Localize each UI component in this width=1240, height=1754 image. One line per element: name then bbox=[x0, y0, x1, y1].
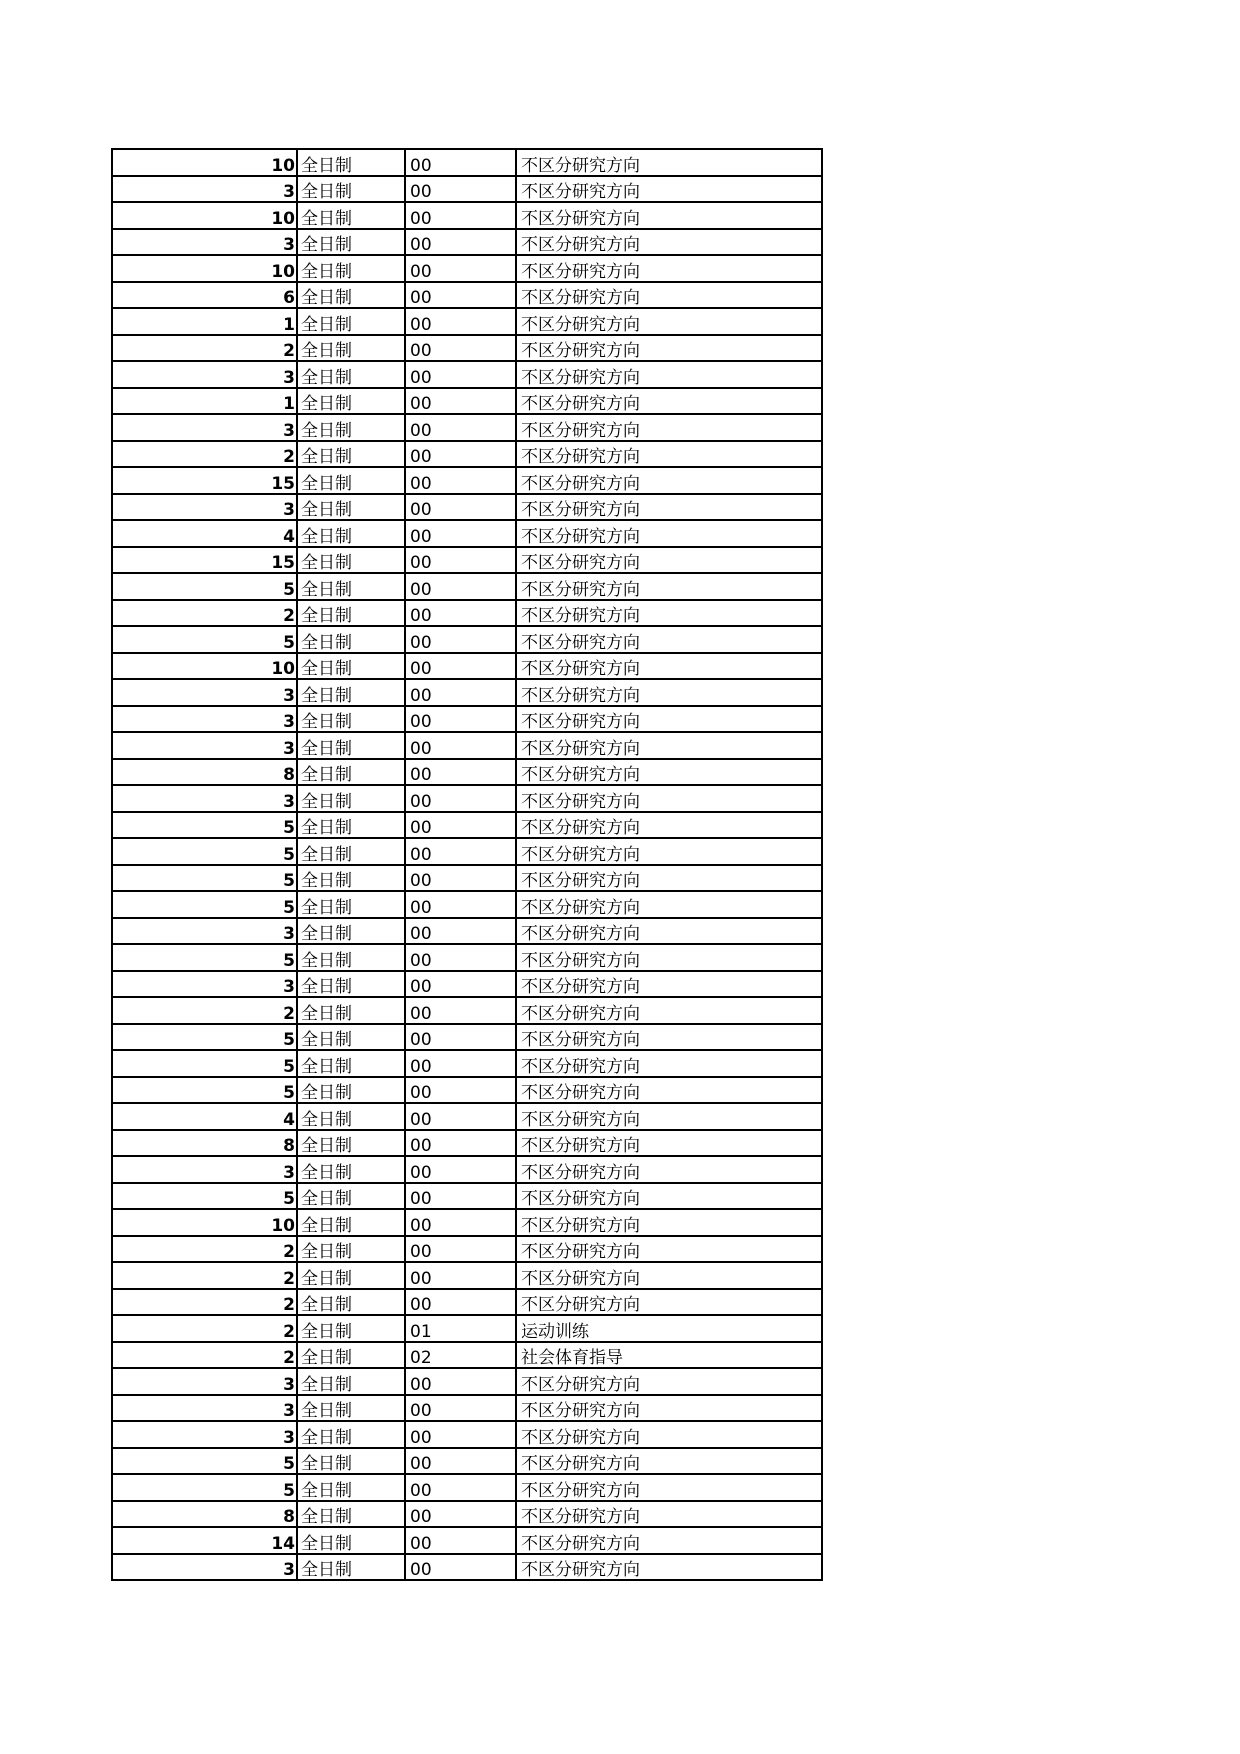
table-row bbox=[112, 1024, 822, 1051]
study-mode-cell: 全日制 bbox=[297, 732, 405, 759]
table-row bbox=[112, 1183, 822, 1210]
direction-code-cell: 00 bbox=[405, 176, 516, 203]
enrollment-count-cell: 3 bbox=[112, 1156, 297, 1183]
table-row bbox=[112, 547, 822, 574]
table-row bbox=[112, 679, 822, 706]
enrollment-count-cell: 3 bbox=[112, 971, 297, 998]
study-mode-cell: 全日制 bbox=[297, 918, 405, 945]
study-mode-cell: 全日制 bbox=[297, 1156, 405, 1183]
study-mode-cell: 全日制 bbox=[297, 1421, 405, 1448]
table-row bbox=[112, 1103, 822, 1130]
enrollment-count-cell: 3 bbox=[112, 785, 297, 812]
table-row bbox=[112, 944, 822, 971]
study-mode-cell: 全日制 bbox=[297, 600, 405, 627]
table-row bbox=[112, 176, 822, 203]
enrollment-count-cell: 3 bbox=[112, 1395, 297, 1422]
table-row bbox=[112, 653, 822, 680]
study-mode-cell: 全日制 bbox=[297, 971, 405, 998]
enrollment-count-cell: 1 bbox=[112, 308, 297, 335]
direction-code-cell: 00 bbox=[405, 414, 516, 441]
table-row bbox=[112, 706, 822, 733]
direction-name-cell: 不区分研究方向 bbox=[516, 1421, 822, 1448]
enrollment-count-cell: 10 bbox=[112, 255, 297, 282]
direction-name-cell: 不区分研究方向 bbox=[516, 1050, 822, 1077]
direction-name-cell: 不区分研究方向 bbox=[516, 520, 822, 547]
study-mode-cell: 全日制 bbox=[297, 1130, 405, 1157]
table-row bbox=[112, 149, 822, 176]
table-row bbox=[112, 865, 822, 892]
enrollment-count-cell: 3 bbox=[112, 918, 297, 945]
direction-code-cell: 00 bbox=[405, 1209, 516, 1236]
study-mode-cell: 全日制 bbox=[297, 865, 405, 892]
enrollment-count-cell: 5 bbox=[112, 1474, 297, 1501]
table-row bbox=[112, 388, 822, 415]
study-mode-cell: 全日制 bbox=[297, 1050, 405, 1077]
table-row bbox=[112, 202, 822, 229]
study-mode-cell: 全日制 bbox=[297, 1448, 405, 1475]
direction-name-cell: 不区分研究方向 bbox=[516, 1289, 822, 1316]
direction-code-cell: 00 bbox=[405, 1156, 516, 1183]
enrollment-count-cell: 5 bbox=[112, 865, 297, 892]
enrollment-count-cell: 5 bbox=[112, 1448, 297, 1475]
study-mode-cell: 全日制 bbox=[297, 1395, 405, 1422]
direction-code-cell: 00 bbox=[405, 626, 516, 653]
direction-name-cell: 不区分研究方向 bbox=[516, 944, 822, 971]
study-mode-cell: 全日制 bbox=[297, 1474, 405, 1501]
direction-code-cell: 00 bbox=[405, 573, 516, 600]
enrollment-count-cell: 3 bbox=[112, 706, 297, 733]
table-row bbox=[112, 626, 822, 653]
enrollment-count-cell: 6 bbox=[112, 282, 297, 309]
direction-name-cell: 不区分研究方向 bbox=[516, 838, 822, 865]
direction-name-cell: 不区分研究方向 bbox=[516, 149, 822, 176]
enrollment-count-cell: 2 bbox=[112, 1289, 297, 1316]
table-row bbox=[112, 759, 822, 786]
enrollment-count-cell: 2 bbox=[112, 1342, 297, 1369]
table-row bbox=[112, 361, 822, 388]
direction-code-cell: 02 bbox=[405, 1342, 516, 1369]
direction-code-cell: 00 bbox=[405, 1474, 516, 1501]
direction-name-cell: 不区分研究方向 bbox=[516, 971, 822, 998]
direction-name-cell: 不区分研究方向 bbox=[516, 414, 822, 441]
study-mode-cell: 全日制 bbox=[297, 1236, 405, 1263]
table-row bbox=[112, 785, 822, 812]
direction-name-cell: 不区分研究方向 bbox=[516, 1501, 822, 1528]
enrollment-count-cell: 8 bbox=[112, 1130, 297, 1157]
direction-code-cell: 00 bbox=[405, 1183, 516, 1210]
study-mode-cell: 全日制 bbox=[297, 997, 405, 1024]
direction-name-cell: 不区分研究方向 bbox=[516, 1103, 822, 1130]
enrollment-count-cell: 5 bbox=[112, 1183, 297, 1210]
direction-name-cell: 不区分研究方向 bbox=[516, 1130, 822, 1157]
direction-name-cell: 不区分研究方向 bbox=[516, 732, 822, 759]
enrollment-count-cell: 2 bbox=[112, 997, 297, 1024]
direction-name-cell: 运动训练 bbox=[516, 1315, 822, 1342]
direction-code-cell: 00 bbox=[405, 308, 516, 335]
direction-name-cell: 不区分研究方向 bbox=[516, 706, 822, 733]
study-mode-cell: 全日制 bbox=[297, 149, 405, 176]
direction-code-cell: 00 bbox=[405, 1050, 516, 1077]
study-mode-cell: 全日制 bbox=[297, 891, 405, 918]
table-row bbox=[112, 441, 822, 468]
study-mode-cell: 全日制 bbox=[297, 1527, 405, 1554]
direction-name-cell: 不区分研究方向 bbox=[516, 653, 822, 680]
direction-code-cell: 00 bbox=[405, 918, 516, 945]
direction-code-cell: 00 bbox=[405, 600, 516, 627]
table-row bbox=[112, 1501, 822, 1528]
direction-code-cell: 00 bbox=[405, 1236, 516, 1263]
study-mode-cell: 全日制 bbox=[297, 255, 405, 282]
study-mode-cell: 全日制 bbox=[297, 467, 405, 494]
direction-name-cell: 不区分研究方向 bbox=[516, 600, 822, 627]
direction-name-cell: 不区分研究方向 bbox=[516, 997, 822, 1024]
direction-code-cell: 00 bbox=[405, 1262, 516, 1289]
enrollment-count-cell: 5 bbox=[112, 812, 297, 839]
study-mode-cell: 全日制 bbox=[297, 1103, 405, 1130]
study-mode-cell: 全日制 bbox=[297, 229, 405, 256]
direction-code-cell: 00 bbox=[405, 255, 516, 282]
table-row bbox=[112, 1448, 822, 1475]
enrollment-count-cell: 5 bbox=[112, 1077, 297, 1104]
direction-name-cell: 不区分研究方向 bbox=[516, 626, 822, 653]
enrollment-count-cell: 5 bbox=[112, 838, 297, 865]
direction-code-cell: 00 bbox=[405, 785, 516, 812]
direction-code-cell: 00 bbox=[405, 706, 516, 733]
direction-code-cell: 00 bbox=[405, 812, 516, 839]
table-row bbox=[112, 467, 822, 494]
enrollment-count-cell: 10 bbox=[112, 149, 297, 176]
direction-name-cell: 不区分研究方向 bbox=[516, 1262, 822, 1289]
direction-name-cell: 不区分研究方向 bbox=[516, 759, 822, 786]
table-row bbox=[112, 1421, 822, 1448]
direction-code-cell: 00 bbox=[405, 971, 516, 998]
direction-name-cell: 不区分研究方向 bbox=[516, 679, 822, 706]
table-row bbox=[112, 335, 822, 362]
enrollment-count-cell: 5 bbox=[112, 944, 297, 971]
table-row bbox=[112, 282, 822, 309]
enrollment-count-cell: 8 bbox=[112, 759, 297, 786]
study-mode-cell: 全日制 bbox=[297, 1554, 405, 1581]
study-mode-cell: 全日制 bbox=[297, 282, 405, 309]
enrollment-count-cell: 5 bbox=[112, 626, 297, 653]
study-mode-cell: 全日制 bbox=[297, 1289, 405, 1316]
study-mode-cell: 全日制 bbox=[297, 388, 405, 415]
direction-code-cell: 00 bbox=[405, 1103, 516, 1130]
direction-name-cell: 不区分研究方向 bbox=[516, 441, 822, 468]
table-row bbox=[112, 1289, 822, 1316]
direction-code-cell: 00 bbox=[405, 282, 516, 309]
direction-name-cell: 不区分研究方向 bbox=[516, 1183, 822, 1210]
enrollment-count-cell: 3 bbox=[112, 1554, 297, 1581]
enrollment-count-cell: 14 bbox=[112, 1527, 297, 1554]
direction-code-cell: 00 bbox=[405, 149, 516, 176]
enrollment-count-cell: 5 bbox=[112, 1024, 297, 1051]
direction-code-cell: 00 bbox=[405, 1554, 516, 1581]
enrollment-count-cell: 15 bbox=[112, 467, 297, 494]
study-mode-cell: 全日制 bbox=[297, 1262, 405, 1289]
study-mode-cell: 全日制 bbox=[297, 785, 405, 812]
direction-code-cell: 00 bbox=[405, 520, 516, 547]
table-row bbox=[112, 1554, 822, 1581]
study-mode-cell: 全日制 bbox=[297, 414, 405, 441]
study-mode-cell: 全日制 bbox=[297, 361, 405, 388]
table-row bbox=[112, 494, 822, 521]
study-mode-cell: 全日制 bbox=[297, 1077, 405, 1104]
direction-code-cell: 00 bbox=[405, 1368, 516, 1395]
direction-name-cell: 不区分研究方向 bbox=[516, 785, 822, 812]
enrollment-table-body bbox=[112, 149, 822, 1580]
direction-code-cell: 00 bbox=[405, 1448, 516, 1475]
direction-name-cell: 不区分研究方向 bbox=[516, 229, 822, 256]
table-row bbox=[112, 1342, 822, 1369]
direction-code-cell: 00 bbox=[405, 1077, 516, 1104]
direction-code-cell: 00 bbox=[405, 202, 516, 229]
table-row bbox=[112, 1050, 822, 1077]
table-row bbox=[112, 414, 822, 441]
direction-code-cell: 00 bbox=[405, 1501, 516, 1528]
enrollment-count-cell: 3 bbox=[112, 414, 297, 441]
study-mode-cell: 全日制 bbox=[297, 1342, 405, 1369]
direction-name-cell: 不区分研究方向 bbox=[516, 891, 822, 918]
direction-code-cell: 00 bbox=[405, 732, 516, 759]
direction-code-cell: 00 bbox=[405, 838, 516, 865]
study-mode-cell: 全日制 bbox=[297, 494, 405, 521]
direction-name-cell: 不区分研究方向 bbox=[516, 1474, 822, 1501]
enrollment-count-cell: 3 bbox=[112, 1368, 297, 1395]
enrollment-count-cell: 3 bbox=[112, 361, 297, 388]
table-row bbox=[112, 812, 822, 839]
enrollment-count-cell: 3 bbox=[112, 229, 297, 256]
direction-name-cell: 不区分研究方向 bbox=[516, 308, 822, 335]
direction-code-cell: 00 bbox=[405, 388, 516, 415]
enrollment-count-cell: 3 bbox=[112, 732, 297, 759]
direction-name-cell: 不区分研究方向 bbox=[516, 1554, 822, 1581]
enrollment-count-cell: 10 bbox=[112, 202, 297, 229]
study-mode-cell: 全日制 bbox=[297, 679, 405, 706]
enrollment-count-cell: 2 bbox=[112, 441, 297, 468]
table-row bbox=[112, 573, 822, 600]
table-row bbox=[112, 1077, 822, 1104]
enrollment-table bbox=[111, 148, 823, 1581]
enrollment-count-cell: 10 bbox=[112, 653, 297, 680]
enrollment-count-cell: 4 bbox=[112, 520, 297, 547]
enrollment-count-cell: 8 bbox=[112, 1501, 297, 1528]
table-row bbox=[112, 918, 822, 945]
table-row bbox=[112, 1474, 822, 1501]
direction-code-cell: 00 bbox=[405, 441, 516, 468]
table-row bbox=[112, 1315, 822, 1342]
direction-code-cell: 00 bbox=[405, 944, 516, 971]
study-mode-cell: 全日制 bbox=[297, 1183, 405, 1210]
table-row bbox=[112, 1368, 822, 1395]
table-row bbox=[112, 600, 822, 627]
direction-name-cell: 不区分研究方向 bbox=[516, 865, 822, 892]
table-row bbox=[112, 1156, 822, 1183]
direction-code-cell: 01 bbox=[405, 1315, 516, 1342]
direction-code-cell: 00 bbox=[405, 653, 516, 680]
direction-name-cell: 不区分研究方向 bbox=[516, 547, 822, 574]
enrollment-count-cell: 2 bbox=[112, 1236, 297, 1263]
direction-name-cell: 不区分研究方向 bbox=[516, 573, 822, 600]
enrollment-count-cell: 2 bbox=[112, 1262, 297, 1289]
enrollment-count-cell: 15 bbox=[112, 547, 297, 574]
enrollment-count-cell: 3 bbox=[112, 494, 297, 521]
direction-name-cell: 不区分研究方向 bbox=[516, 1395, 822, 1422]
table-row bbox=[112, 1395, 822, 1422]
direction-code-cell: 00 bbox=[405, 229, 516, 256]
direction-name-cell: 不区分研究方向 bbox=[516, 494, 822, 521]
direction-name-cell: 不区分研究方向 bbox=[516, 1236, 822, 1263]
direction-name-cell: 不区分研究方向 bbox=[516, 1024, 822, 1051]
direction-name-cell: 不区分研究方向 bbox=[516, 335, 822, 362]
enrollment-count-cell: 2 bbox=[112, 335, 297, 362]
direction-name-cell: 不区分研究方向 bbox=[516, 1368, 822, 1395]
study-mode-cell: 全日制 bbox=[297, 176, 405, 203]
study-mode-cell: 全日制 bbox=[297, 520, 405, 547]
study-mode-cell: 全日制 bbox=[297, 547, 405, 574]
direction-code-cell: 00 bbox=[405, 467, 516, 494]
study-mode-cell: 全日制 bbox=[297, 838, 405, 865]
table-row bbox=[112, 308, 822, 335]
study-mode-cell: 全日制 bbox=[297, 335, 405, 362]
direction-name-cell: 不区分研究方向 bbox=[516, 1527, 822, 1554]
enrollment-count-cell: 2 bbox=[112, 1315, 297, 1342]
direction-code-cell: 00 bbox=[405, 547, 516, 574]
enrollment-count-cell: 2 bbox=[112, 600, 297, 627]
table-row bbox=[112, 838, 822, 865]
table-row bbox=[112, 732, 822, 759]
direction-name-cell: 不区分研究方向 bbox=[516, 282, 822, 309]
study-mode-cell: 全日制 bbox=[297, 626, 405, 653]
study-mode-cell: 全日制 bbox=[297, 308, 405, 335]
table-row bbox=[112, 891, 822, 918]
study-mode-cell: 全日制 bbox=[297, 706, 405, 733]
direction-code-cell: 00 bbox=[405, 1024, 516, 1051]
table-row bbox=[112, 997, 822, 1024]
study-mode-cell: 全日制 bbox=[297, 1209, 405, 1236]
enrollment-count-cell: 3 bbox=[112, 176, 297, 203]
direction-name-cell: 不区分研究方向 bbox=[516, 1448, 822, 1475]
table-row bbox=[112, 229, 822, 256]
study-mode-cell: 全日制 bbox=[297, 759, 405, 786]
direction-code-cell: 00 bbox=[405, 759, 516, 786]
direction-code-cell: 00 bbox=[405, 1289, 516, 1316]
direction-name-cell: 不区分研究方向 bbox=[516, 1156, 822, 1183]
study-mode-cell: 全日制 bbox=[297, 1368, 405, 1395]
direction-code-cell: 00 bbox=[405, 679, 516, 706]
table-row bbox=[112, 1236, 822, 1263]
study-mode-cell: 全日制 bbox=[297, 812, 405, 839]
enrollment-count-cell: 1 bbox=[112, 388, 297, 415]
direction-name-cell: 不区分研究方向 bbox=[516, 202, 822, 229]
direction-name-cell: 不区分研究方向 bbox=[516, 388, 822, 415]
direction-code-cell: 00 bbox=[405, 1421, 516, 1448]
study-mode-cell: 全日制 bbox=[297, 1024, 405, 1051]
study-mode-cell: 全日制 bbox=[297, 441, 405, 468]
table-row bbox=[112, 971, 822, 998]
direction-code-cell: 00 bbox=[405, 865, 516, 892]
table-row bbox=[112, 520, 822, 547]
direction-name-cell: 社会体育指导 bbox=[516, 1342, 822, 1369]
table-row bbox=[112, 1209, 822, 1236]
direction-code-cell: 00 bbox=[405, 891, 516, 918]
direction-name-cell: 不区分研究方向 bbox=[516, 812, 822, 839]
enrollment-count-cell: 5 bbox=[112, 891, 297, 918]
table-row bbox=[112, 1130, 822, 1157]
direction-code-cell: 00 bbox=[405, 1527, 516, 1554]
study-mode-cell: 全日制 bbox=[297, 573, 405, 600]
direction-code-cell: 00 bbox=[405, 1395, 516, 1422]
direction-name-cell: 不区分研究方向 bbox=[516, 255, 822, 282]
direction-code-cell: 00 bbox=[405, 494, 516, 521]
direction-name-cell: 不区分研究方向 bbox=[516, 467, 822, 494]
direction-name-cell: 不区分研究方向 bbox=[516, 918, 822, 945]
direction-code-cell: 00 bbox=[405, 1130, 516, 1157]
study-mode-cell: 全日制 bbox=[297, 1315, 405, 1342]
enrollment-count-cell: 5 bbox=[112, 1050, 297, 1077]
direction-code-cell: 00 bbox=[405, 361, 516, 388]
table-row bbox=[112, 1262, 822, 1289]
study-mode-cell: 全日制 bbox=[297, 653, 405, 680]
direction-name-cell: 不区分研究方向 bbox=[516, 361, 822, 388]
direction-code-cell: 00 bbox=[405, 997, 516, 1024]
direction-name-cell: 不区分研究方向 bbox=[516, 176, 822, 203]
enrollment-count-cell: 3 bbox=[112, 1421, 297, 1448]
study-mode-cell: 全日制 bbox=[297, 1501, 405, 1528]
table-row bbox=[112, 255, 822, 282]
direction-code-cell: 00 bbox=[405, 335, 516, 362]
direction-name-cell: 不区分研究方向 bbox=[516, 1209, 822, 1236]
enrollment-count-cell: 3 bbox=[112, 679, 297, 706]
enrollment-count-cell: 10 bbox=[112, 1209, 297, 1236]
enrollment-count-cell: 5 bbox=[112, 573, 297, 600]
study-mode-cell: 全日制 bbox=[297, 944, 405, 971]
enrollment-count-cell: 4 bbox=[112, 1103, 297, 1130]
study-mode-cell: 全日制 bbox=[297, 202, 405, 229]
table-row bbox=[112, 1527, 822, 1554]
direction-name-cell: 不区分研究方向 bbox=[516, 1077, 822, 1104]
